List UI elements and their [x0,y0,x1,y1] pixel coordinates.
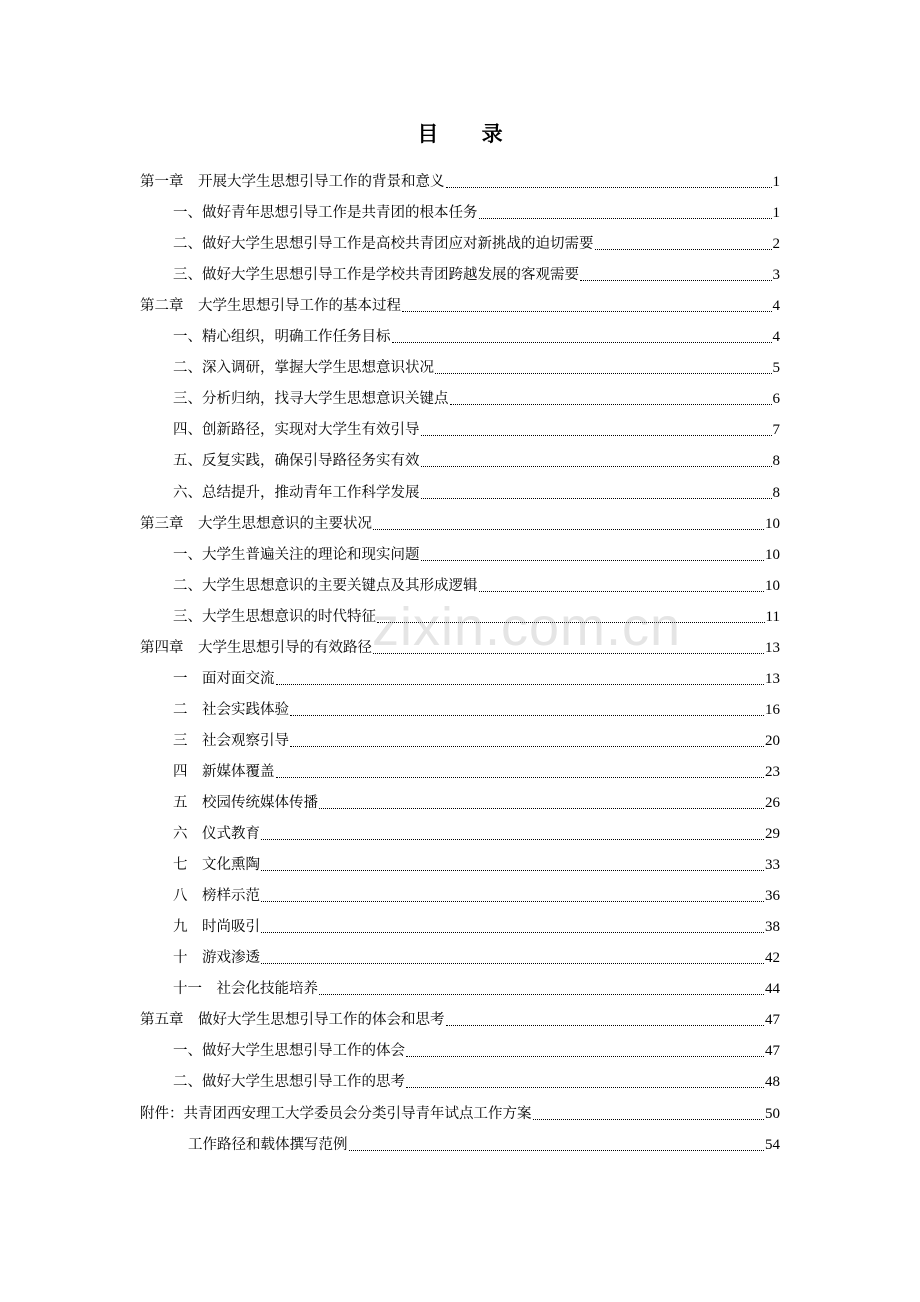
toc-section-entry[interactable] [173,479,780,503]
toc-entry-label: 四、创新路径，实现对大学生有效引导 [173,422,420,439]
toc-section-entry[interactable] [173,541,780,565]
page-title: 目 录 [417,121,521,146]
watermark: zixin.com.cn [372,597,682,657]
toc-page-number: 50 [765,1105,780,1122]
toc-leader-dots [446,1025,765,1026]
toc-section-entry[interactable] [173,944,780,968]
toc-leader-dots [276,777,765,778]
toc-entry-label: 三、做好大学生思想引导工作是学校共青团跨越发展的客观需要 [173,267,579,284]
toc-entry-label: 八 榜样示范 [173,888,260,905]
toc-section-entry[interactable] [173,230,780,254]
toc-entry-label: 二、大学生思想意识的主要关键点及其形成逻辑 [173,577,478,594]
toc-entry-label: 一 面对面交流 [173,670,275,687]
toc-section-entry[interactable] [173,913,780,937]
toc-section-entry[interactable] [173,261,780,285]
toc-leader-dots [261,839,764,840]
toc-entry-label: 四 新媒体覆盖 [173,763,275,780]
toc-entry-label: 二、做好大学生思想引导工作的思考 [173,1074,405,1091]
toc-leader-dots [373,653,764,654]
toc-entry-label: 一、精心组织，明确工作任务目标 [173,329,391,346]
toc-page-number: 16 [765,701,780,718]
toc-leader-dots [446,187,772,188]
toc-chapter-entry[interactable] [140,168,780,192]
toc-page-number: 42 [765,950,780,967]
toc-leader-dots [421,435,772,436]
toc-chapter-entry[interactable] [140,634,780,658]
toc-leader-dots [261,932,764,933]
toc-entry-label: 第三章 大学生思想意识的主要状况 [140,515,372,532]
toc-section-entry[interactable] [173,447,780,471]
toc-entry-label: 三、分析归纳，找寻大学生思想意识关键点 [173,391,449,408]
toc-entry-label: 二、做好大学生思想引导工作是高校共青团应对新挑战的迫切需要 [173,236,594,253]
toc-section-entry[interactable] [173,572,780,596]
toc-page-number: 11 [765,608,780,625]
toc-entry-label: 六 仪式教育 [173,826,260,843]
toc-entry-label: 二、深入调研，掌握大学生思想意识状况 [173,360,434,377]
toc-section-entry[interactable] [173,603,780,627]
toc-page-number: 1 [772,174,780,190]
toc-leader-dots [580,280,772,281]
toc-entry-label: 十一 社会化技能培养 [173,981,318,998]
toc-page-number: 1 [772,205,780,222]
toc-section-entry[interactable] [173,789,780,813]
toc-leader-dots [406,1087,764,1088]
toc-entry-label: 第四章 大学生思想引导的有效路径 [140,639,372,656]
toc-leader-dots [319,808,764,809]
toc-page-number: 10 [765,515,780,532]
toc-section-entry[interactable] [173,385,780,409]
toc-page-number: 44 [765,981,780,998]
toc-entry-label: 工作路径和载体撰写范例 [188,1136,348,1153]
toc-page-number: 2 [772,236,780,253]
toc-chapter-entry[interactable] [140,1006,780,1030]
toc-entry-label: 五 校园传统媒体传播 [173,795,318,811]
toc-page-number: 48 [765,1074,780,1091]
toc-entry-label: 九 时尚吸引 [173,919,260,936]
toc-section-entry[interactable] [173,975,780,999]
toc-section-entry[interactable] [173,882,780,906]
toc-leader-dots [261,963,764,964]
toc-section-entry[interactable] [173,1037,780,1061]
toc-section-entry[interactable] [173,354,780,378]
toc-leader-dots [377,622,765,623]
toc-entry-label: 第一章 开展大学生思想引导工作的背景和意义 [140,174,445,190]
toc-entry-label: 第五章 做好大学生思想引导工作的体会和思考 [140,1012,445,1029]
toc-leader-dots [435,373,772,374]
toc-entry-label: 附件：共青团西安理工大学委员会分类引导青年试点工作方案 [140,1105,532,1122]
toc-section-entry[interactable] [173,199,780,223]
toc-chapter-entry[interactable] [140,510,780,534]
toc-leader-dots [290,715,764,716]
toc-leader-dots [450,404,772,405]
toc-page-number: 13 [765,670,780,687]
toc-section-entry[interactable] [173,1068,780,1092]
toc-leader-dots [421,560,765,561]
toc-page-number: 10 [765,546,780,563]
toc-entry-label: 三 社会观察引导 [173,732,289,749]
toc-leader-dots [276,684,765,685]
toc-page-number: 26 [765,795,780,811]
toc-section-entry[interactable] [173,727,780,751]
toc-page-number: 10 [765,577,780,594]
toc-entry-label: 二 社会实践体验 [173,701,289,718]
toc-page-number: 23 [765,763,780,780]
toc-entry-label: 一、大学生普遍关注的理论和现实问题 [173,546,420,563]
toc-entry-label: 十 游戏渗透 [173,950,260,967]
toc-leader-dots [595,249,772,250]
toc-section-entry[interactable] [173,696,780,720]
toc-page-number: 3 [772,267,780,284]
toc-section-entry[interactable] [173,758,780,782]
toc-leader-dots [533,1119,765,1120]
toc-leader-dots [373,529,764,530]
toc-page-number: 6 [772,391,780,408]
toc-entry-label: 一、做好青年思想引导工作是共青团的根本任务 [173,205,478,222]
toc-section-entry[interactable] [173,851,780,875]
toc-entry-label: 第二章 大学生思想引导工作的基本过程 [140,298,401,315]
toc-leader-dots [319,994,764,995]
toc-page-number: 4 [772,329,780,346]
toc-leader-dots [479,218,772,219]
toc-page-number: 4 [772,298,780,315]
toc-page-number: 13 [765,639,780,656]
toc-leader-dots [421,498,772,499]
toc-page-number: 20 [765,732,780,749]
toc-leader-dots [261,870,764,871]
toc-section-entry[interactable] [173,416,780,440]
toc-entry-label: 一、做好大学生思想引导工作的体会 [173,1043,405,1060]
toc-section-entry[interactable] [188,1131,780,1155]
toc-entry-label: 七 文化熏陶 [173,857,260,874]
toc-page-number: 47 [765,1012,780,1029]
toc-entry-label: 五、反复实践，确保引导路径务实有效 [173,453,420,470]
toc-page-number: 54 [765,1136,780,1153]
toc-page-number: 8 [772,484,780,501]
toc-entry-label: 六、总结提升，推动青年工作科学发展 [173,484,420,501]
toc-leader-dots [402,311,772,312]
toc-leader-dots [479,591,765,592]
toc-page-number: 29 [765,826,780,843]
toc-page-number: 33 [765,857,780,874]
toc-leader-dots [421,466,772,467]
toc-page-number: 5 [772,360,780,377]
toc-page-number: 8 [772,453,780,470]
toc-leader-dots [406,1056,764,1057]
toc-entry-label: 三、大学生思想意识的时代特征 [173,608,376,625]
toc-chapter-entry[interactable] [140,292,780,316]
toc-leader-dots [261,901,764,902]
toc-page-number: 36 [765,888,780,905]
toc-page-number: 47 [765,1043,780,1060]
toc-page-number: 7 [772,422,780,439]
toc-leader-dots [290,746,764,747]
toc-leader-dots [392,342,772,343]
toc-page-number: 38 [765,919,780,936]
toc-leader-dots [349,1150,765,1151]
toc-section-entry[interactable] [173,665,780,689]
toc-section-entry[interactable] [173,820,780,844]
toc-chapter-entry[interactable] [140,1100,780,1124]
toc-section-entry[interactable] [173,323,780,347]
